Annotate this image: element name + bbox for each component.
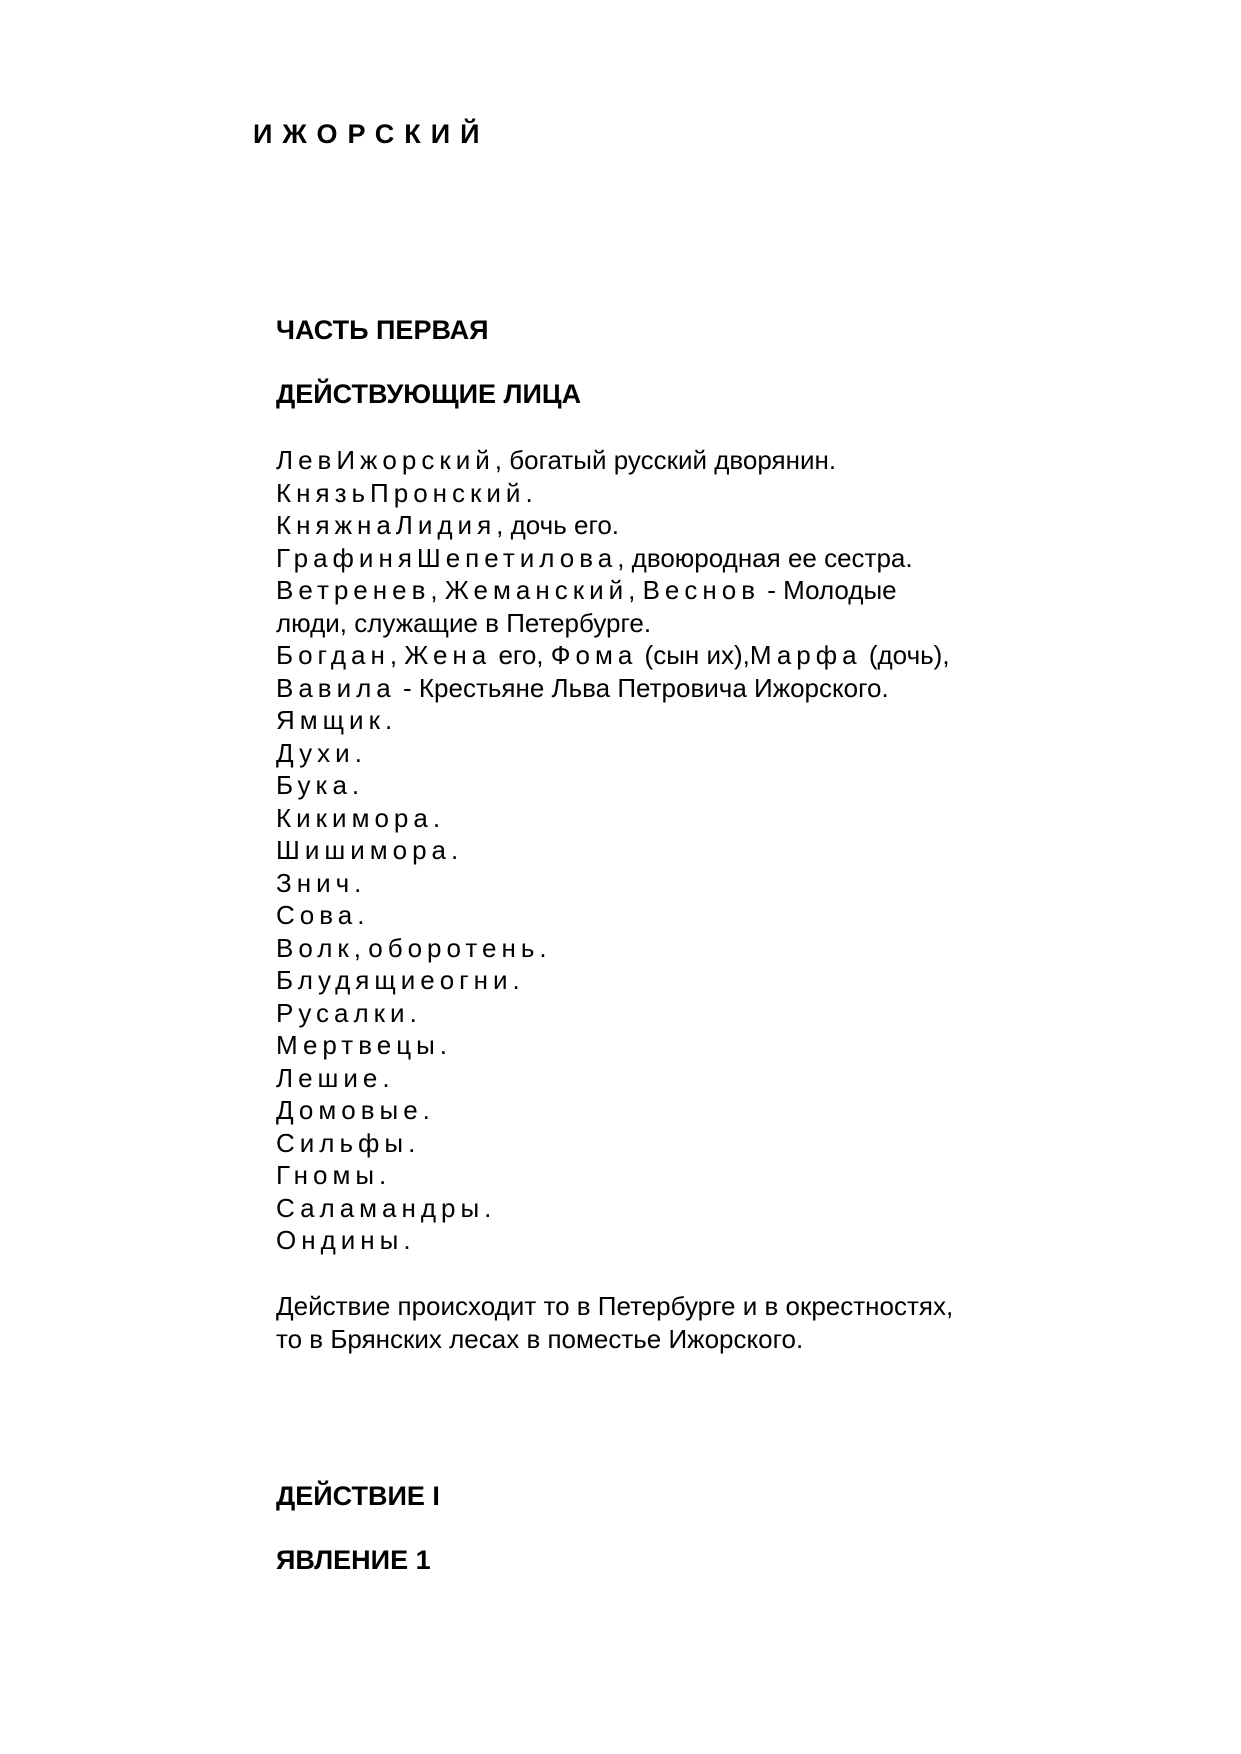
cast-line: Знич. — [276, 867, 362, 898]
cast-line: Мертвецы. — [276, 1030, 448, 1060]
cast-name: Ветренев — [276, 575, 431, 605]
cast-name: Бука — [276, 770, 352, 800]
cast-name: Домовые — [276, 1095, 423, 1125]
cast-name: Марфа — [749, 640, 862, 670]
cast-name: Духи — [276, 737, 355, 768]
act-heading: ДЕЙСТВИЕ I — [276, 1481, 440, 1511]
cast-name: Жеманский — [444, 575, 629, 605]
cast-line: Ондины. — [276, 1225, 411, 1255]
cast-line: люди, служащие в Петербурге. — [276, 607, 652, 638]
cast-line: Блудящиеогни. — [276, 965, 520, 995]
cast-name: Богдан — [276, 640, 390, 670]
cast-line: Бука. — [276, 770, 360, 800]
cast-line: Сильфы. — [276, 1127, 416, 1158]
cast-line: Гномы. — [276, 1160, 387, 1190]
cast-name: Сильфы — [276, 1127, 409, 1158]
cast-name: Блудящиеогни — [276, 965, 513, 995]
cast-line: Кикимора. — [276, 802, 441, 833]
setting-line: то в Брянских лесах в поместье Ижорского. — [276, 1323, 804, 1354]
cast-line: Ямщик. — [276, 705, 393, 735]
cast-name: Жена — [404, 640, 492, 670]
cast-line: Сова. — [276, 900, 365, 930]
setting-line: Действие происходит то в Петербурге и в окрестностях, — [276, 1291, 954, 1321]
cast-line: ЛевИжорский, богатый русский дворянин. — [276, 445, 837, 475]
cast-line: Вавила - Крестьяне Льва Петровича Ижорского. — [276, 672, 889, 703]
cast-name: Ондины — [276, 1225, 404, 1255]
cast-line: Духи. — [276, 737, 362, 768]
cast-name: Саламандры — [276, 1192, 485, 1223]
cast-line: ГрафиняШепетилова, двоюродная ее сестра. — [276, 542, 913, 573]
cast-name: ГрафиняШепетилова — [276, 542, 618, 573]
cast-name: Гномы — [276, 1160, 379, 1190]
cast-name: КняжнаЛидия — [276, 510, 497, 540]
cast-name: Фома — [550, 640, 638, 670]
cast-line: КняжнаЛидия, дочь его. — [276, 510, 620, 540]
cast-line: Русалки. — [276, 997, 417, 1028]
cast-line: КнязьПронский. — [276, 477, 533, 508]
scene-heading: ЯВЛЕНИЕ 1 — [276, 1545, 431, 1575]
cast-name: Лешие — [276, 1062, 383, 1093]
cast-name: Кикимора — [276, 802, 433, 833]
cast-line: Волк, оборотень. — [276, 932, 547, 963]
cast-line: Ветренев, Жеманский, Веснов - Молодые — [276, 575, 897, 605]
cast-line: Домовые. — [276, 1095, 430, 1125]
setting-note — [276, 1290, 953, 1355]
cast-list — [276, 444, 1176, 1257]
cast-name: Знич — [276, 867, 355, 898]
cast-line: Саламандры. — [276, 1192, 492, 1223]
cast-name: Шишимора — [276, 835, 451, 865]
cast-name: Ямщик — [276, 705, 385, 735]
cast-name: КнязьПронский — [276, 477, 526, 508]
cast-name: ЛевИжорский — [276, 445, 495, 475]
cast-line: Лешие. — [276, 1062, 390, 1093]
cast-name: оборотень — [368, 932, 540, 963]
cast-name: Вавила — [276, 672, 396, 703]
cast-name: Веснов — [642, 575, 761, 605]
cast-name: Сова — [276, 900, 358, 930]
cast-name: Русалки — [276, 997, 410, 1028]
cast-line: Шишимора. — [276, 835, 459, 865]
part-heading: ЧАСТЬ ПЕРВАЯ — [276, 315, 489, 345]
cast-heading: ДЕЙСТВУЮЩИЕ ЛИЦА — [276, 379, 582, 409]
cast-name: Волк — [276, 932, 354, 963]
cast-line: Богдан, Жена его, Фома (сын их),Марфа (дочь), — [276, 640, 950, 670]
play-title: ИЖОРСКИЙ — [253, 119, 490, 149]
cast-name: Мертвецы — [276, 1030, 440, 1060]
